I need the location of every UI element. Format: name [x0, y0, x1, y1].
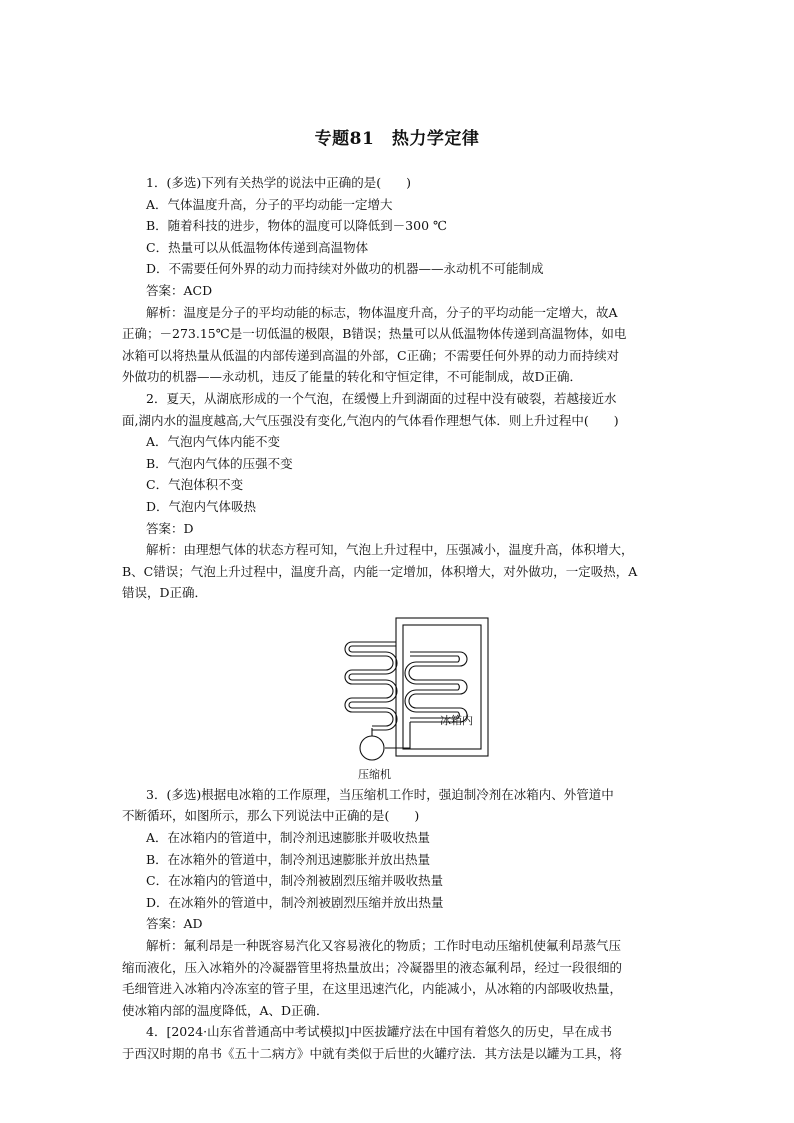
- compressor-label: 压缩机: [358, 767, 391, 781]
- q2-option-c: C．气泡体积不变: [146, 477, 244, 493]
- q3-analysis-line: 解析：氟利昂是一种既容易汽化又容易液化的物质；工作时电动压缩机使氟利昂蒸气压: [146, 938, 622, 954]
- q4-stem-line: 4．[2024·山东省普通高中考试模拟]中医拔罐疗法在中国有着悠久的历史，早在成书: [146, 1024, 612, 1040]
- document-body: [122, 172, 682, 1065]
- q3-option-a: A．在冰箱内的管道中，制冷剂迅速膨胀并吸收热量: [146, 830, 431, 846]
- q2-answer: 答案：D: [146, 520, 194, 536]
- q2-stem-line: 面,湖内水的温度越高,大气压强没有变化,气泡内的气体看作理想气体．则上升过程中( ): [122, 412, 619, 428]
- q1-analysis-line: 正确；－273.15℃是一切低温的极限，B错误；热量可以从低温物体传递到高温物体，如电: [122, 326, 627, 342]
- q1-option-c: C．热量可以从低温物体传递到高温物体: [146, 239, 369, 255]
- q3-option-c: C．在冰箱内的管道中，制冷剂被剧烈压缩并吸收热量: [146, 873, 444, 889]
- q1-option-b: B．随着科技的进步，物体的温度可以降低到－300 ℃: [146, 218, 448, 234]
- q1-answer: 答案：ACD: [146, 282, 213, 298]
- page-title: 专题81 热力学定律: [314, 129, 480, 149]
- q2-analysis-line: B、C错误；气泡上升过程中，温度升高，内能一定增加，体积增大，对外做功，一定吸热，A: [122, 563, 638, 579]
- inside-fridge-label: 冰箱内: [440, 713, 473, 727]
- q3-answer: 答案：AD: [146, 916, 203, 932]
- q3-analysis-line: 缩而液化，压入冰箱外的冷凝器管里将热量放出；冷凝器里的液态氟利昂，经过一段很细的: [122, 959, 623, 975]
- q4-stem-line: 于西汉时期的帛书《五十二病方》中就有类似于后世的火罐疗法．其方法是以罐为工具，将: [122, 1046, 623, 1061]
- refrigerator-diagram: [122, 612, 682, 782]
- q3-stem-line: 3．(多选)根据电冰箱的工作原理，当压缩机工作时，强迫制冷剂在冰箱内、外管道中: [146, 786, 614, 802]
- q1-option-a: A．气体温度升高，分子的平均动能一定增大: [146, 196, 393, 212]
- q2-analysis-line: 解析：由理想气体的状态方程可知，气泡上升过程中，压强减小，温度升高，体积增大，: [146, 542, 634, 558]
- q2-stem-line: 2．夏天，从湖底形成的一个气泡，在缓慢上升到湖面的过程中没有破裂，若越接近水: [146, 390, 617, 406]
- condenser-coil-inner: [349, 646, 397, 730]
- q2-option-d: D．气泡内气体吸热: [146, 498, 257, 514]
- q1-stem: 1．(多选)下列有关热学的说法中正确的是( ): [146, 175, 411, 190]
- condenser-coil: [345, 642, 396, 726]
- q3-option-d: D．在冰箱外的管道中，制冷剂被剧烈压缩并放出热量: [146, 894, 444, 910]
- q2-analysis-line: 错误，D正确．: [122, 585, 208, 601]
- q2-option-b: B．气泡内气体的压强不变: [146, 455, 293, 471]
- q1-analysis-line: 外做功的机器——永动机，违反了能量的转化和守恒定律，不可能制成，故D正确．: [122, 369, 583, 385]
- q1-analysis-line: 冰箱可以将热量从低温的内部传递到高温的外部，C正确；不需要任何外界的动力而持续对: [122, 347, 620, 363]
- q3-option-b: B．在冰箱外的管道中，制冷剂迅速膨胀并放出热量: [146, 851, 431, 867]
- q3-stem-line: 不断循环，如图所示，那么下列说法中正确的是( ): [122, 808, 420, 824]
- q3-analysis-line: 使冰箱内部的温度降低，A、D正确．: [122, 1002, 329, 1018]
- q1-analysis-line: 解析：温度是分子的平均动能的标志，物体温度升高，分子的平均动能一定增大，故A: [146, 304, 618, 320]
- q2-option-a: A．气泡内气体内能不变: [146, 434, 281, 450]
- evaporator-coil-inner: [405, 656, 459, 718]
- compressor: [360, 736, 384, 760]
- q3-analysis-line: 毛细管进入冰箱内冷冻室的管子里，在这里迅速汽化，内能减小，从冰箱的内部吸收热量，: [122, 981, 623, 997]
- q1-option-d: D．不需要任何外界的动力而持续对外做功的机器——永动机不可能制成: [146, 261, 544, 277]
- refrigerator-diagram-svg: [332, 612, 502, 782]
